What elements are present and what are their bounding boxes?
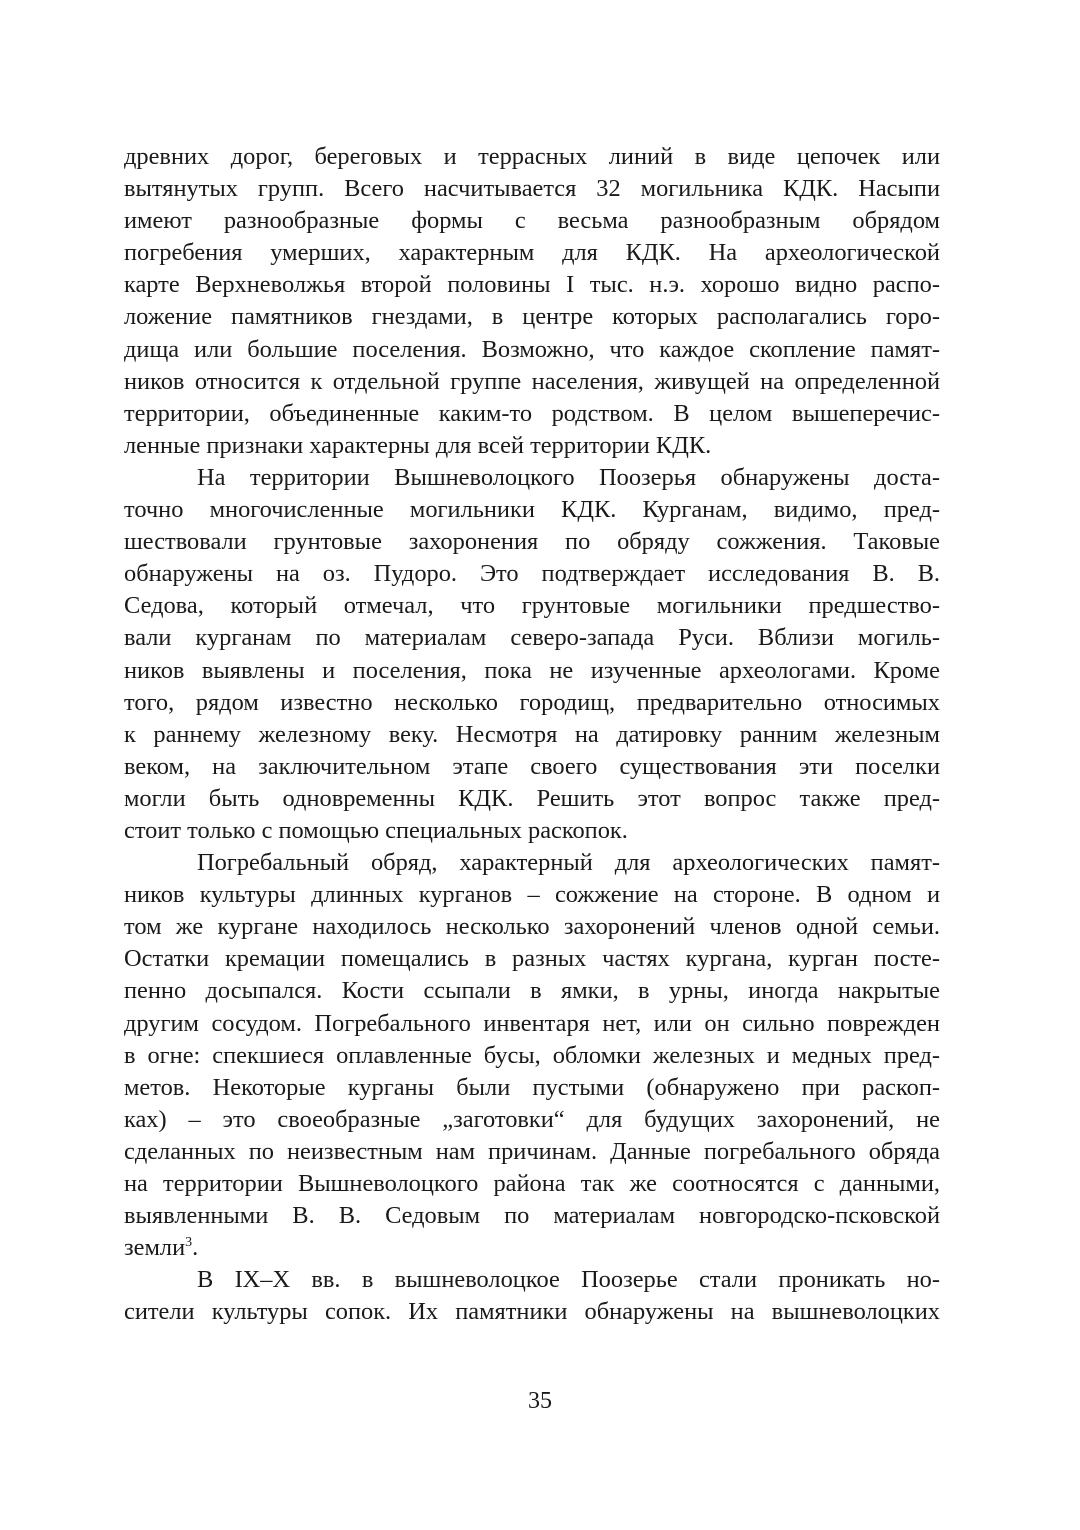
text-line-content: веком, на заключительном этапе своего существования эти поселки bbox=[124, 752, 940, 780]
text-line-content: земли bbox=[124, 1234, 186, 1262]
text-line bbox=[124, 334, 940, 366]
text-line-content: обнаружены на оз. Пудоро. Это подтверждает исследования В. В. bbox=[124, 560, 940, 588]
text-line bbox=[124, 719, 940, 751]
text-line-content: имеют разнообразные формы с весьма разнообразным обрядом bbox=[124, 207, 940, 235]
text-line bbox=[124, 751, 940, 783]
text-line-content: вали курганам по материалам северо-запада Руси. Вблизи могиль- bbox=[124, 624, 940, 652]
text-line bbox=[124, 366, 940, 398]
text-line bbox=[124, 1040, 940, 1072]
text-line-content: дища или большие поселения. Возможно, что каждое скопление памят- bbox=[124, 335, 940, 363]
text-line bbox=[124, 783, 940, 815]
text-line bbox=[124, 815, 940, 847]
text-line-content: ников выявлены и поселения, пока не изученные археологами. Кроме bbox=[124, 656, 940, 684]
text-line bbox=[124, 301, 940, 333]
text-line-content: погребения умерших, характерным для КДК. На археологической bbox=[124, 239, 940, 267]
text-line-content: Погребальный обряд, характерный для археологических памят- bbox=[197, 849, 940, 877]
text-line-content: того, рядом известно несколько городищ, предварительно относимых bbox=[124, 688, 940, 716]
text-line bbox=[124, 590, 940, 622]
text-line bbox=[124, 847, 940, 879]
text-line bbox=[124, 1008, 940, 1040]
body-text bbox=[124, 141, 940, 1328]
text-line-content: территории, объединенные каким-то родством. В целом вышеперечис- bbox=[124, 399, 940, 427]
text-line-content: в огне: спекшиеся оплавленные бусы, обломки железных и медных пред- bbox=[124, 1041, 940, 1069]
page-number: 35 bbox=[528, 1388, 552, 1414]
text-line bbox=[124, 141, 940, 173]
text-line-content: В IX–X вв. в вышневолоцкое Поозерье стали проникать но- bbox=[197, 1266, 940, 1294]
text-line-content: На территории Вышневолоцкого Поозерья обнаружены доста- bbox=[197, 463, 940, 491]
text-line bbox=[124, 1232, 940, 1264]
text-line bbox=[124, 911, 940, 943]
text-line bbox=[124, 462, 940, 494]
text-line bbox=[124, 1296, 940, 1328]
text-line bbox=[124, 622, 940, 654]
text-line-content: ников культуры длинных курганов – сожжение на стороне. В одном и bbox=[124, 881, 940, 909]
text-line bbox=[124, 173, 940, 205]
text-line bbox=[124, 494, 940, 526]
text-line-content: Седова, который отмечал, что грунтовые могильники предшество- bbox=[124, 592, 940, 620]
text-line bbox=[124, 237, 940, 269]
text-line-content: другим сосудом. Погребального инвентаря нет, или он сильно поврежден bbox=[124, 1009, 940, 1037]
text-line-content: древних дорог, береговых и террасных линий в виде цепочек или bbox=[124, 143, 940, 170]
text-line bbox=[124, 1168, 940, 1200]
text-line bbox=[124, 1104, 940, 1136]
text-line bbox=[124, 1136, 940, 1168]
text-line-content: ках) – это своеобразные „заготовки“ для будущих захоронений, не bbox=[124, 1105, 940, 1133]
text-line bbox=[124, 687, 940, 719]
text-line bbox=[124, 943, 940, 975]
text-line bbox=[124, 398, 940, 430]
text-line-content: точно многочисленные могильники КДК. Курганам, видимо, пред- bbox=[124, 496, 940, 524]
text-line-content: том же кургане находилось несколько захоронений членов одной семьи. bbox=[124, 913, 940, 941]
text-line-content: ложение памятников гнездами, в центре которых располагались горо- bbox=[124, 303, 940, 331]
text-line bbox=[124, 558, 940, 590]
text-line bbox=[124, 205, 940, 237]
text-line bbox=[124, 430, 940, 462]
text-line bbox=[124, 879, 940, 911]
text-line bbox=[124, 1264, 940, 1296]
text-line bbox=[124, 975, 940, 1007]
text-line-content: вытянутых групп. Всего насчитывается 32 могильника КДК. Насыпи bbox=[124, 175, 940, 203]
text-line-punctuation: . bbox=[192, 1234, 199, 1262]
text-line-content: карте Верхневолжья второй половины I тыс. н.э. хорошо видно распо- bbox=[124, 271, 940, 299]
text-line-content: сделанных по неизвестным нам причинам. Данные погребального обряда bbox=[124, 1137, 940, 1165]
text-line bbox=[124, 655, 940, 687]
text-line-content: метов. Некоторые курганы были пустыми (обнаружено при раскоп- bbox=[124, 1073, 940, 1101]
text-line bbox=[124, 1200, 940, 1232]
text-line-content: могли быть одновременны КДК. Решить этот вопрос также пред- bbox=[124, 784, 940, 812]
text-line-content: к раннему железному веку. Несмотря на датировку ранним железным bbox=[124, 720, 940, 748]
text-line bbox=[124, 269, 940, 301]
text-line-content: шествовали грунтовые захоронения по обряду сожжения. Таковые bbox=[124, 528, 940, 556]
text-line-content: сители культуры сопок. Их памятники обнаружены на вышневолоцких bbox=[124, 1298, 940, 1326]
text-line-content: ленные признаки характерны для всей территории КДК. bbox=[124, 431, 712, 459]
text-line-content: ников относится к отдельной группе населения, живущей на определенной bbox=[124, 367, 940, 395]
text-line bbox=[124, 526, 940, 558]
text-line-content: на территории Вышневолоцкого района так же соотносятся с данными, bbox=[124, 1170, 940, 1197]
text-line bbox=[124, 1072, 940, 1104]
footnote-marker: 3 bbox=[185, 1235, 193, 1251]
text-line-content: выявленными В. В. Седовым по материалам новгородско-псковской bbox=[124, 1202, 940, 1230]
text-line-content: Остатки кремации помещались в разных частях кургана, курган посте- bbox=[124, 945, 940, 973]
text-line-content: стоит только с помощью специальных раскопок. bbox=[124, 816, 628, 844]
text-line-content: пенно досыпался. Кости ссыпали в ямки, в урны, иногда накрытые bbox=[124, 977, 940, 1005]
